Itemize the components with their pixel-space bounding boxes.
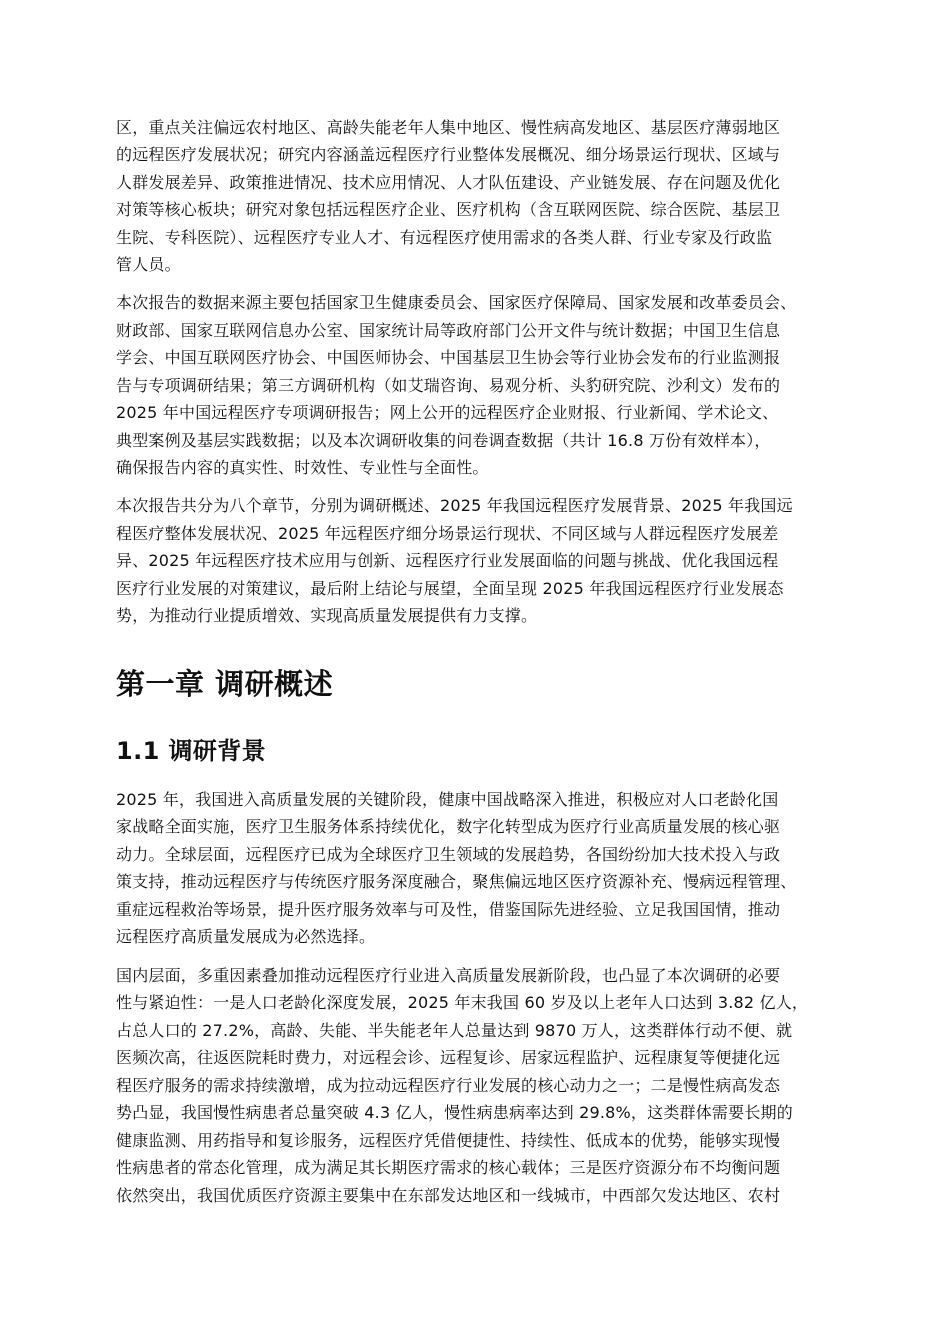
text-line: 依然突出，我国优质医疗资源主要集中在东部发达地区和一线城市，中西部欠发达地区、农村 [116, 1186, 781, 1205]
text-line: 学会、中国互联网医疗协会、中国医师协会、中国基层卫生协会等行业协会发布的行业监测报 [116, 348, 781, 367]
text-line: 2025 年，我国进入高质量发展的关键阶段，健康中国战略深入推进，积极应对人口老龄化国 [116, 790, 779, 809]
text-line: 2025 年中国远程医疗专项调研报告；网上公开的远程医疗企业财报、行业新闻、学术论文、 [116, 403, 779, 422]
text-line: 生院、专科医院）、远程医疗专业人才、有远程医疗使用需求的各类人群、行业专家及行政监 [116, 228, 773, 247]
text-line: 策支持，推动远程医疗与传统医疗服务深度融合，聚焦偏远地区医疗资源补充、慢病远程管理、 [116, 872, 797, 891]
text-line: 程医疗整体发展状况、2025 年远程医疗细分场景运行现状、不同区域与人群远程医疗发展差 [116, 524, 779, 543]
text-line: 健康监测、用药指导和复诊服务，远程医疗凭借便捷性、持续性、低成本的优势，能够实现慢 [116, 1131, 781, 1150]
text-line: 医频次高，往返医院耗时费力，对远程会诊、远程复诊、居家远程监护、远程康复等便捷化远 [116, 1048, 781, 1067]
text-line: 国内层面，多重因素叠加推动远程医疗行业进入高质量发展新阶段，也凸显了本次调研的必要 [116, 966, 781, 985]
text-line: 占总人口的 27.2%，高龄、失能、半失能老年人总量达到 9870 万人，这类群体行动不便、就 [116, 1021, 793, 1040]
text-line: 本次报告的数据来源主要包括国家卫生健康委员会、国家医疗保障局、国家发展和改革委员会、 [116, 293, 797, 312]
text-line: 重症远程救治等场景，提升医疗服务效率与可及性，借鉴国际先进经验、立足我国国情，推动 [116, 900, 781, 919]
text-line: 动力。全球层面，远程医疗已成为全球医疗卫生领域的发展趋势，各国纷纷加大技术投入与政 [116, 845, 781, 864]
text-line: 对策等核心板块；研究对象包括远程医疗企业、医疗机构（含互联网医院、综合医院、基层卫 [116, 200, 781, 219]
text-line: 典型案例及基层实践数据；以及本次调研收集的问卷调查数据（共计 16.8 万份有效样本）， [116, 431, 771, 450]
text-line: 势凸显，我国慢性病患者总量突破 4.3 亿人，慢性病患病率达到 29.8%，这类群体需要长期的 [116, 1103, 793, 1122]
text-line: 告与专项调研结果；第三方调研机构（如艾瑞咨询、易观分析、头豹研究院、沙利文）发布的 [116, 376, 781, 395]
text-line: 本次报告共分为八个章节，分别为调研概述、2025 年我国远程医疗发展背景、2025 年我国远 [116, 496, 793, 515]
text-line: 的远程医疗发展状况；研究内容涵盖远程医疗行业整体发展概况、细分场景运行现状、区域与 [116, 145, 781, 164]
text-line: 性与紧迫性：一是人口老龄化深度发展，2025 年末我国 60 岁及以上老年人口达到 3.82 亿人， [116, 993, 809, 1012]
text-line: 远程医疗高质量发展成为必然选择。 [116, 927, 376, 946]
text-line: 势，为推动行业提质增效、实现高质量发展提供有力支撑。 [116, 606, 538, 625]
text-line: 区，重点关注偏远农村地区、高龄失能老年人集中地区、慢性病高发地区、基层医疗薄弱地区 [116, 118, 781, 137]
text-line: 程医疗服务的需求持续激增，成为拉动远程医疗行业发展的核心动力之一；二是慢性病高发态 [116, 1076, 781, 1095]
section-title: 1.1 调研背景 [116, 737, 267, 765]
text-line: 财政部、国家互联网信息办公室、国家统计局等政府部门公开文件与统计数据；中国卫生信息 [116, 321, 781, 340]
text-line: 确保报告内容的真实性、时效性、专业性与全面性。 [116, 458, 489, 477]
text-line: 异、2025 年远程医疗技术应用与创新、远程医疗行业发展面临的问题与挑战、优化我国远程 [116, 551, 779, 570]
chapter-title: 第一章 调研概述 [116, 667, 334, 701]
text-line: 人群发展差异、政策推进情况、技术应用情况、人才队伍建设、产业链发展、存在问题及优化 [116, 173, 781, 192]
text-line: 家战略全面实施，医疗卫生服务体系持续优化，数字化转型成为医疗行业高质量发展的核心驱 [116, 817, 781, 836]
text-line: 性病患者的常态化管理，成为满足其长期医疗需求的核心载体；三是医疗资源分布不均衡问题 [116, 1158, 781, 1177]
text-line: 管人员。 [116, 255, 181, 274]
text-line: 医疗行业发展的对策建议，最后附上结论与展望，全面呈现 2025 年我国远程医疗行业发展态 [116, 579, 784, 598]
